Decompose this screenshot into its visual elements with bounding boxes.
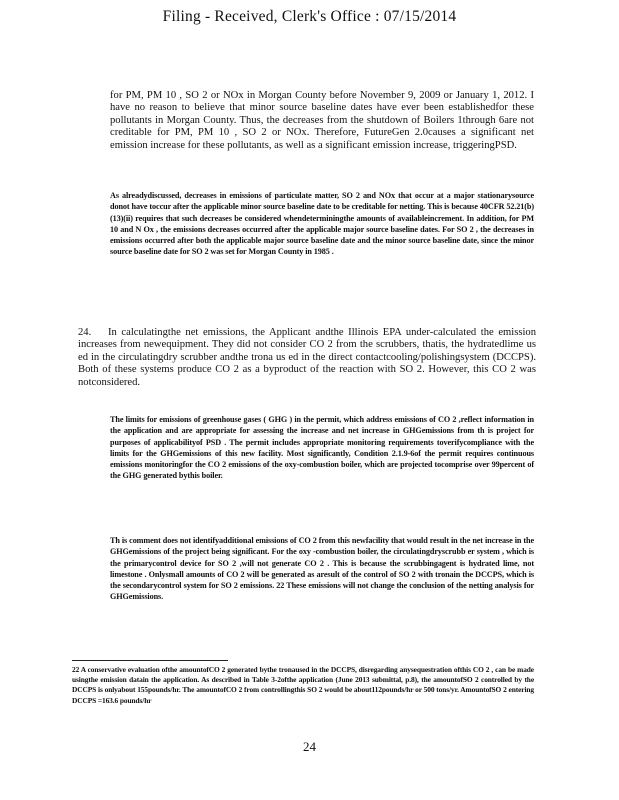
page-number: 24 (303, 739, 316, 754)
footnote-divider (72, 660, 228, 661)
indented-response-1: As alreadydiscussed, decreases in emissions of particulate matter, SO 2 and NOx that occur at a major stationarysource donot have toccur after the applicable minor source baseline date to be creditable for netting. This is because 40CFR 52.21(b)(13)(ii) requires that such decreases be considered whendeterminingthe amounts of availableincrement. In addition, for PM 10 and N Ox , the emissions decreases occurred after the applicable major source baseline dates. For SO 2 , the decreases in emissions occurred after both the applicable major source baseline date and the minor source baseline date, since the minor source baseline date for SO 2 was set for Morgan County in 1985 . (110, 191, 534, 257)
item-number: 24. (78, 327, 92, 338)
footnote-22: 22 A conservative evaluation ofthe amountofCO 2 generated bythe tronaused in the DCCPS, disregarding anysequestration ofthis CO 2 , can be made usingthe emission datain the application. As described in Table 3-2ofthe application (June 2013 submittal, p.8), the amountofSO 2 controlled by the DCCPS is onlyabout 155pounds/hr. The amountofCO 2 from controllingthis SO 2 would be about112pounds/hr or 500 tons/yr. AmountofSO 2 entering DCCPS =163.6 pounds/hr (72, 665, 534, 705)
comment-item-24 (78, 327, 536, 389)
indented-response-3: Th is comment does not identifyadditional emissions of CO 2 from this newfacility that would result in the net increase in the GHGemissions of the project being significant. For the oxy -combustion boiler, the circulatingdryscrubb er system , which is the primarycontrol device for SO 2 ,will not generate CO 2 . This is because the scrubbingagent is hydrated lime, not limestone . Onlysmall amounts of CO 2 will be generated as aresult of the control of SO 2 with tronain the DCCPS, which is the secondarycontrol system for SO 2 emissions. 22 These emissions will not change the conclusion of the netting analysis for GHGemissions. (110, 536, 534, 602)
indented-response-2: The limits for emissions of greenhouse gases ( GHG ) in the permit, which address emissions of CO 2 ,reflect information in the application and are appropriate for assessing the increase and net increase in GHGemissions from th is project for purposes of applicabilityof PSD . The permit includes appropriate monitoring requirements toverifycompliance with the limits for the GHGemissions of this new facility. Most significantly, Condition 2.1.9-6of the permit requires continuous emissions monitoringfor the CO 2 emissions of the oxy-combustion boiler, which are projected tocomprise over 99percent of the GHG generated bythis boiler. (110, 415, 534, 481)
filing-stamp: Filing - Received, Clerk's Office : 07/15/2014 (162, 8, 457, 25)
item-text: In calculatingthe net emissions, the Applicant andthe Illinois EPA under-calculated the emission increases from newequipment. They did not consider CO 2 from the scrubbers, thatis, the hydratedlime us ed in the circulatingdry scrubber andthe trona us ed in the direct contactcooling/polishingsystem (DCCPS). Both of these systems produce CO 2 as a byproduct of the reaction with SO 2. However, this CO 2 was notconsidered. (78, 327, 536, 388)
intro-paragraph: for PM, PM 10 , SO 2 or NOx in Morgan County before November 9, 2009 or January 1, 2012. I have no reason to believe that minor source baseline dates have ever been establishedfor these pollutants in Morgan County. Thus, the decreases from the shutdown of Boilers 1through 6are not creditable for PM, PM 10 , SO 2 or NOx. Therefore, FutureGen 2.0causes a significant net emission increase for these pollutants, as well as a significant emission increase, triggeringPSD. (110, 90, 534, 151)
